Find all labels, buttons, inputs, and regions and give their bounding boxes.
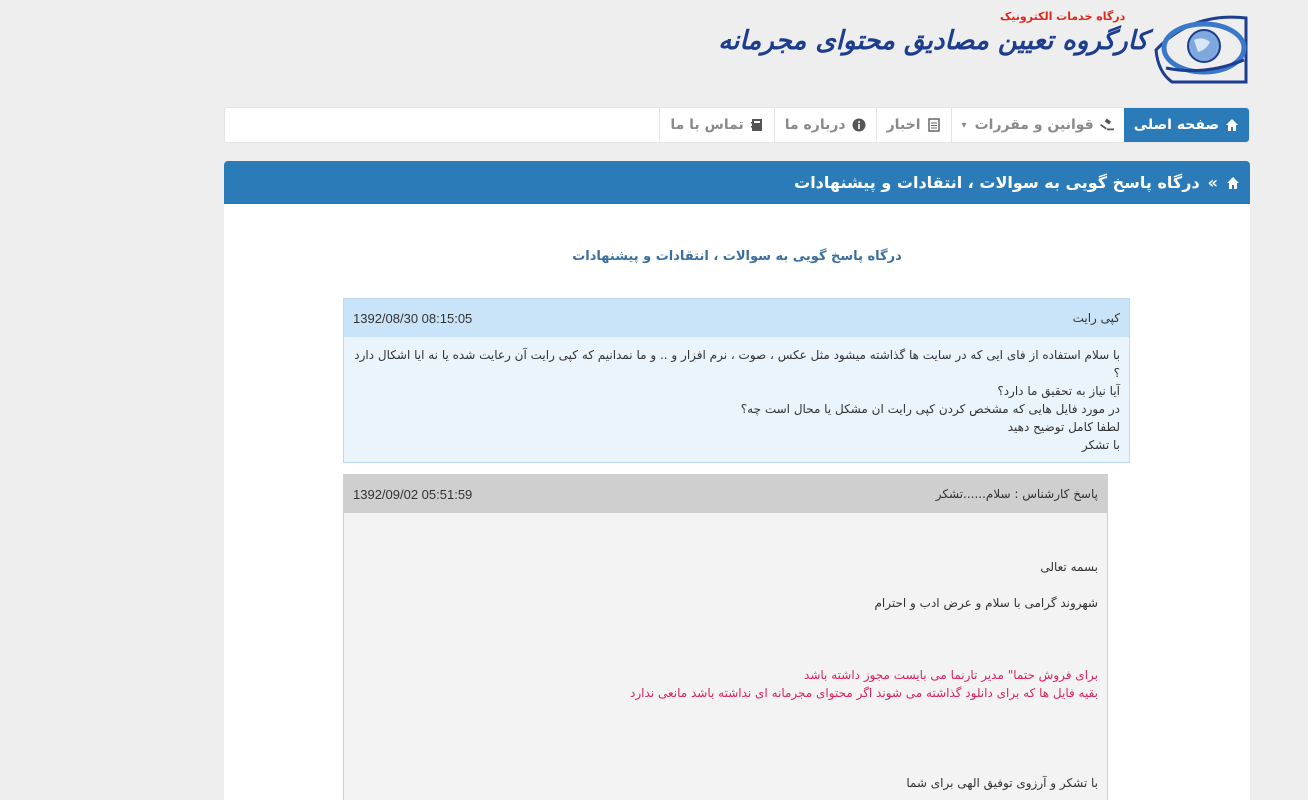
- portal-label: درگاه خدمات الکترونیک: [1000, 10, 1126, 23]
- breadcrumb-separator: »: [1207, 173, 1218, 192]
- answer-highlight-line: برای فروش حتما" مدیر تارنما می بایست مجوز داشته باشد: [804, 668, 1098, 682]
- question-line: با سلام استفاده از فای ایی که در سایت ها گذاشته میشود مثل عکس ، صوت ، نرم افزار و .. و ما نمدانیم که کپی رایت آن رعایت شده یا نه ایا اشکال دارد ؟: [354, 348, 1120, 380]
- answer-body: [344, 513, 1107, 792]
- nav-item-label: قوانین و مقررات: [974, 117, 1094, 133]
- nav-item-about[interactable]: [774, 108, 876, 142]
- content-panel: [224, 161, 1250, 800]
- question-line: با تشکر: [1081, 438, 1120, 452]
- nav-item-contact[interactable]: [659, 108, 773, 142]
- phonebook-icon: [750, 118, 764, 132]
- answer-datetime: 1392/09/02 05:51:59: [353, 486, 473, 502]
- answer-highlight-line: بقیه فایل ها که برای دانلود گذاشته می شوند اگر محتوای مجرمانه ای نداشته باشد مانعی ندارد: [630, 686, 1098, 700]
- nav-item-label: اخبار: [886, 117, 921, 133]
- question-line: لطفا کامل توضیح دهید: [1007, 420, 1120, 434]
- nav-item-label: درباره ما: [784, 117, 846, 133]
- info-icon: [852, 118, 866, 132]
- site-title: کارگروه تعیین مصادیق محتوای مجرمانه: [718, 26, 1148, 56]
- gavel-icon: [1100, 118, 1114, 132]
- nav-item-label: صفحه اصلی: [1133, 117, 1219, 133]
- main-navbar: [224, 107, 1250, 143]
- eye-globe-emblem-icon: [1152, 10, 1252, 84]
- question-line: آیا نیاز به تحقیق ما دارد؟: [997, 384, 1120, 398]
- question-body: [344, 337, 1129, 462]
- nav-item-news[interactable]: [876, 108, 951, 142]
- page-title: درگاه پاسخ گویی به سوالات ، انتقادات و پیشنهادات: [572, 249, 902, 264]
- question-line: در مورد فایل هایی که مشخص کردن کپی رایت ان مشکل یا محال است چه؟: [740, 402, 1120, 416]
- question-header: [344, 299, 1129, 337]
- nav-item-home[interactable]: [1124, 108, 1249, 142]
- home-icon[interactable]: [1226, 176, 1240, 190]
- answer-card: [343, 474, 1108, 800]
- breadcrumb-current: درگاه پاسخ گویی به سوالات ، انتقادات و پیشنهادات: [794, 173, 1200, 192]
- chevron-down-icon: ▾: [961, 119, 967, 131]
- document-icon: [927, 118, 941, 132]
- answer-salutation: شهروند گرامی با سلام و عرض ادب و احترام: [874, 596, 1098, 610]
- breadcrumb: [224, 161, 1250, 204]
- answer-subject: پاسخ کارشناس : سلام......تشکر: [935, 487, 1098, 501]
- nav-item-rules[interactable]: [951, 108, 1124, 142]
- nav-item-label: تماس با ما: [670, 117, 744, 133]
- answer-header: [344, 475, 1107, 513]
- answer-closing: با تشکر و آرزوی توفیق الهی برای شما: [906, 776, 1098, 790]
- home-icon: [1225, 118, 1239, 132]
- answer-greeting: بسمه تعالی: [1040, 560, 1098, 574]
- site-logo[interactable]: [718, 8, 1250, 84]
- question-datetime: 1392/08/30 08:15:05: [353, 310, 473, 326]
- question-card: [343, 298, 1130, 463]
- question-subject: کپی رایت: [1072, 311, 1120, 325]
